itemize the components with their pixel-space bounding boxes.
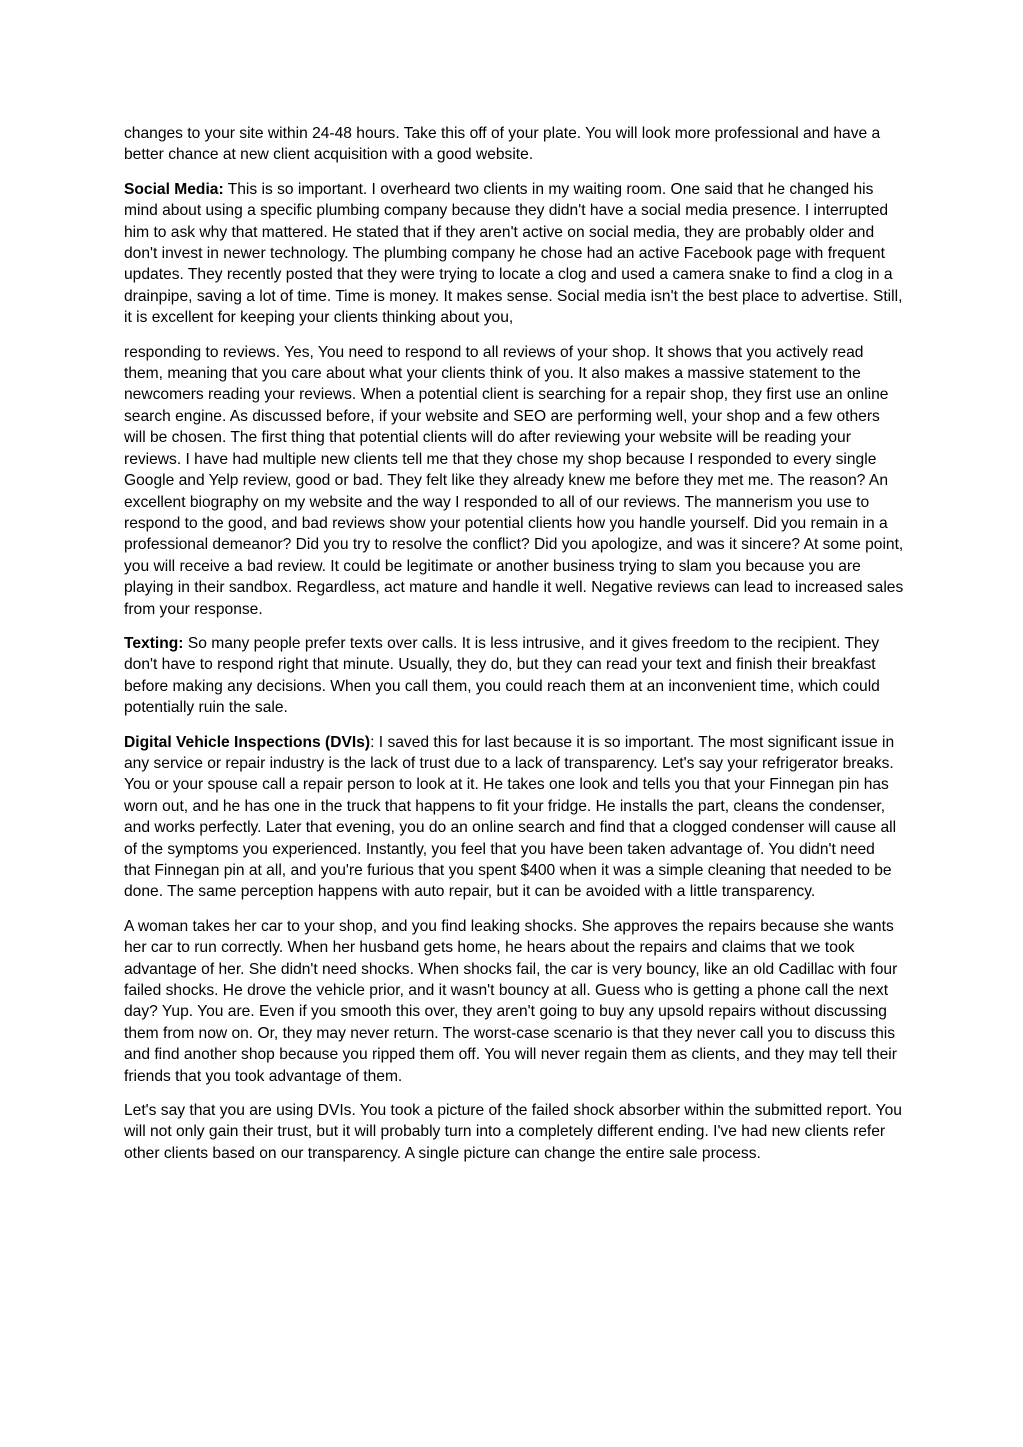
paragraph-social-media bbox=[124, 179, 904, 329]
paragraph-text: : I saved this for last because it is so important. The most significant issue in any service or repair industry is the lack of trust due to a lack of transparency. Let's say your refrigerator breaks. You or your spouse call a repair person to look at it. He takes one look and tells you that your Finnegan pin has worn out, and he has one in the truck that happens to fit your fridge. He installs the part, cleans the condenser, and works perfectly. Later that evening, you do an online search and find that a clogged condenser will cause all of the symptoms you experienced. Instantly, you feel that you have been taken advantage of. You didn't need that Finnegan pin at all, and you're furious that you spent $400 when it was a simple cleaning that needed to be done. The same perception happens with auto repair, but it can be avoided with a little transparency. bbox=[124, 733, 897, 901]
paragraph-text: Let's say that you are using DVIs. You took a picture of the failed shock absorber within the submitted report. You will not only gain their trust, but it will probably turn into a completely different ending. I've had new clients refer other clients based on our transparency. A single picture can change the entire sale process. bbox=[124, 1102, 902, 1162]
paragraph-text: responding to reviews. Yes, You need to respond to all reviews of your shop. It shows that you actively read them, meaning that you care about what your clients think of you. It also makes a massive statement to the newcomers reading your reviews. When a potential client is searching for a repair shop, they first use an online search engine. As discussed before, if your website and SEO are performing well, your shop and a few others will be chosen. The first thing that potential clients will do after reviewing your website will be reading your reviews. I have had multiple new clients tell me that they chose my shop because I responded to every single Google and Yelp review, good or bad. They felt like they already knew me before they met me. The reason? An excellent biography on my website and the way I responded to all of our reviews. The mannerism you use to respond to the good, and bad reviews show your potential clients how you handle yourself. Did you remain in a professional demeanor? Did you try to resolve the conflict? Did you apologize, and was it sincere? At some point, you will receive a bad review. It could be legitimate or another business trying to slam you because you are playing in their sandbox. Regardless, act mature and handle it well. Negative reviews can lead to increased sales from your response. bbox=[124, 343, 904, 618]
paragraph-text: A woman takes her car to your shop, and you find leaking shocks. She approves the repairs because she wants her car to run correctly. When her husband gets home, he hears about the repairs and claims that we took advantage of her. She didn't need shocks. When shocks fail, the car is very bouncy, like an old Cadillac with four failed shocks. He drove the vehicle prior, and it wasn't bouncy at all. Guess who is getting a phone call the next day? Yup. You are. Even if you smooth this over, they aren't going to buy any upsold repairs without discussing them from now on. Or, they may never return. The worst-case scenario is that they never call you to discuss this and find another shop because you ripped them off. You will never regain them as clients, and they may tell their friends that you took advantage of them. bbox=[124, 917, 898, 1085]
paragraph-heading: Texting: bbox=[124, 634, 184, 652]
paragraph-reviews bbox=[124, 342, 904, 620]
paragraph-shocks-example bbox=[124, 916, 904, 1087]
paragraph-text: So many people prefer texts over calls. It is less intrusive, and it gives freedom to the recipient. They don't have to respond right that minute. Usually, they do, but they can read your text and finish their breakfast before making any decisions. When you call them, you could reach them at an inconvenient time, which could potentially ruin the sale. bbox=[124, 634, 880, 717]
paragraph-heading: Digital Vehicle Inspections (DVIs) bbox=[124, 733, 371, 751]
paragraph-dvi-conclusion bbox=[124, 1100, 904, 1164]
paragraph-heading: Social Media: bbox=[124, 180, 224, 198]
paragraph-website-continuation bbox=[124, 123, 904, 166]
paragraph-text: This is so important. I overheard two clients in my waiting room. One said that he changed his mind about using a specific plumbing company because they didn't have a social media presence. I interrupted him to ask why that mattered. He stated that if they aren't active on social media, they are probably older and don't invest in newer technology. The plumbing company he chose had an active Facebook page with frequent updates. They recently posted that they were trying to locate a clog and used a camera snake to find a clog in a drainpipe, saving a lot of time. Time is money. It makes sense. Social media isn't the best place to advertise. Still, it is excellent for keeping your clients thinking about you, bbox=[124, 180, 903, 327]
document-page bbox=[124, 123, 904, 1177]
paragraph-texting bbox=[124, 633, 904, 719]
paragraph-dvis bbox=[124, 732, 904, 903]
paragraph-text: changes to your site within 24-48 hours. Take this off of your plate. You will look more professional and have a better chance at new client acquisition with a good website. bbox=[124, 125, 881, 164]
